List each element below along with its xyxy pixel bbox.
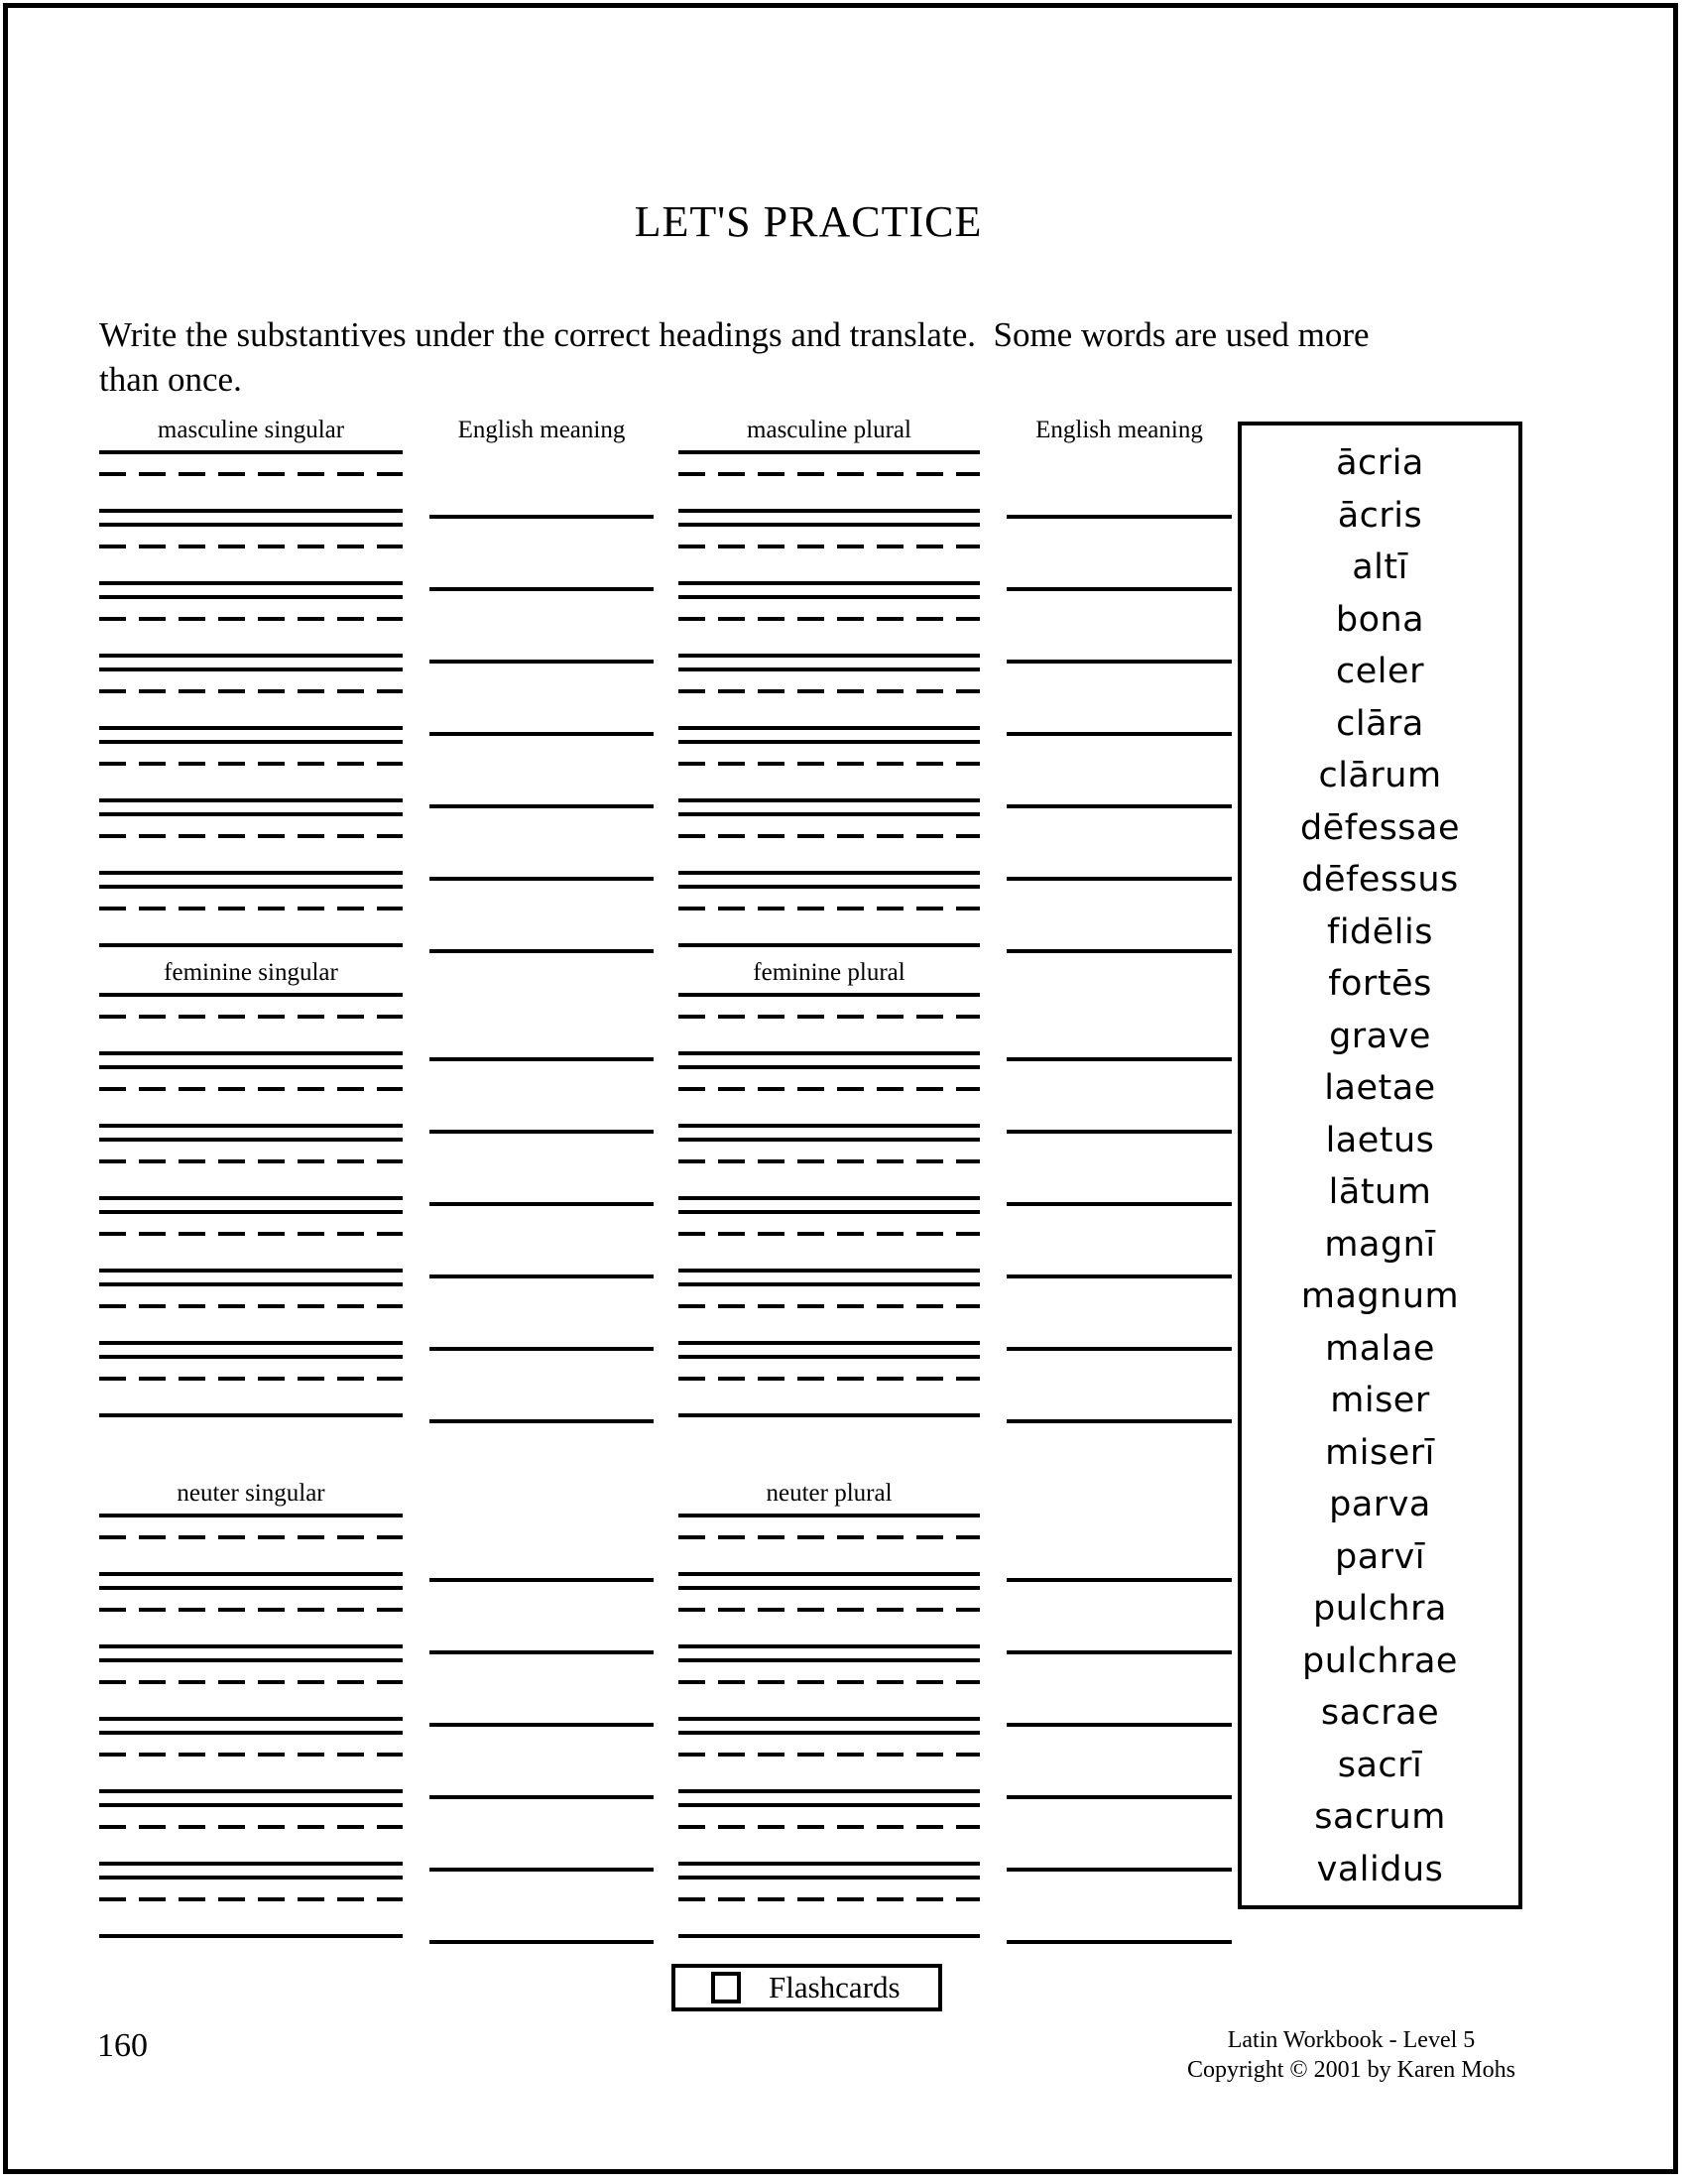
guide-baseline [678,1124,980,1128]
english-answer-line[interactable] [1007,949,1232,953]
latin-answer-slot[interactable] [678,1586,980,1648]
guide-midline-dashed [678,1159,980,1163]
english-answer-line[interactable] [1007,660,1232,664]
word-bank-item: clāra [1336,703,1424,744]
guide-top-line [678,1282,980,1286]
flashcards-checkbox[interactable] [711,1972,741,2003]
guide-baseline [678,1934,980,1938]
word-bank-item: fortēs [1328,964,1432,1004]
guide-baseline [99,581,403,585]
latin-answer-slot[interactable] [99,993,403,1055]
guide-top-line [678,1731,980,1735]
english-answer-line[interactable] [1007,1419,1232,1423]
latin-answer-slot[interactable] [678,667,980,730]
word-bank-item: lātum [1328,1172,1432,1212]
flashcards-label: Flashcards [769,1970,901,2004]
word-bank-item: ācria [1336,443,1424,483]
latin-answer-slot[interactable] [99,1065,403,1128]
latin-answer-slot[interactable] [99,885,403,947]
word-bank-item: laetae [1324,1068,1436,1108]
column-header-neuter-singular: neuter singular [177,1480,325,1507]
latin-answer-slot[interactable] [678,1282,980,1345]
guide-top-line [99,523,403,527]
guide-midline-dashed [678,689,980,693]
english-answer-line[interactable] [1007,1940,1232,1944]
guide-midline-dashed [678,1608,980,1612]
guide-top-line [678,450,980,454]
english-answer-line[interactable] [429,1650,654,1654]
english-answer-line[interactable] [429,660,654,664]
english-answer-line[interactable] [429,877,654,881]
guide-baseline [99,1413,403,1417]
latin-answer-slot[interactable] [99,667,403,730]
english-answer-line[interactable] [429,1057,654,1061]
guide-baseline [678,798,980,802]
latin-answer-slot[interactable] [678,1355,980,1417]
latin-answer-slot[interactable] [99,1355,403,1417]
guide-midline-dashed [678,1825,980,1829]
latin-answer-slot[interactable] [99,812,403,875]
guide-top-line [678,1138,980,1142]
guide-midline-dashed [99,1159,403,1163]
latin-answer-slot[interactable] [678,993,980,1055]
guide-top-line [678,1514,980,1517]
guide-midline-dashed [678,617,980,621]
page-number: 160 [97,2027,148,2064]
guide-midline-dashed [99,907,403,910]
guide-midline-dashed [99,1535,403,1539]
guide-baseline [99,1934,403,1938]
word-bank-item: parva [1329,1485,1431,1524]
latin-answer-slot[interactable] [99,1138,403,1200]
guide-top-line [99,1876,403,1880]
latin-answer-slot[interactable] [99,450,403,513]
guide-top-line [99,1138,403,1142]
guide-top-line [678,1210,980,1214]
guide-baseline [99,1269,403,1273]
english-answer-line[interactable] [1007,1057,1232,1061]
guide-top-line [99,1658,403,1662]
english-answer-line[interactable] [1007,587,1232,591]
guide-top-line [99,812,403,816]
column-header-masculine-singular: masculine singular [157,417,345,443]
guide-midline-dashed [678,907,980,910]
guide-midline-dashed [678,1232,980,1236]
guide-midline-dashed [99,689,403,693]
guide-top-line [678,1355,980,1359]
guide-baseline [99,1789,403,1793]
guide-baseline [678,1051,980,1055]
guide-top-line [678,1803,980,1807]
guide-midline-dashed [99,1897,403,1901]
footer-book-title: Latin Workbook - Level 5 [1227,2027,1476,2053]
page-title: LET'S PRACTICE [634,197,983,246]
guide-top-line [99,740,403,744]
guide-midline-dashed [678,762,980,766]
guide-midline-dashed [678,1897,980,1901]
flashcards-box [671,1964,942,2011]
english-answer-line[interactable] [429,1347,654,1351]
latin-answer-slot[interactable] [678,450,980,513]
english-answer-line[interactable] [429,1795,654,1799]
latin-answer-slot[interactable] [678,1514,980,1576]
guide-top-line [678,885,980,889]
guide-top-line [99,1803,403,1807]
english-answer-line[interactable] [429,1940,654,1944]
word-bank-item: grave [1329,1016,1431,1056]
guide-midline-dashed [99,617,403,621]
english-answer-line[interactable] [1007,877,1232,881]
guide-midline-dashed [99,1232,403,1236]
english-answer-line[interactable] [1007,1274,1232,1278]
guide-midline-dashed [678,1015,980,1019]
guide-top-line [678,993,980,997]
word-bank-item: validus [1316,1849,1444,1889]
guide-baseline [678,1196,980,1200]
latin-answer-slot[interactable] [678,595,980,658]
latin-answer-slot[interactable] [678,740,980,802]
guide-top-line [99,595,403,599]
word-bank-item: miser [1330,1381,1430,1420]
word-bank-item: pulchra [1313,1589,1447,1629]
footer-copyright: Copyright © 2001 by Karen Mohs [1187,2057,1515,2083]
latin-answer-slot[interactable] [678,885,980,947]
english-answer-line[interactable] [429,1274,654,1278]
guide-midline-dashed [99,1608,403,1612]
latin-answer-slot[interactable] [99,1282,403,1345]
guide-top-line [99,1731,403,1735]
guide-baseline [678,1789,980,1793]
latin-answer-slot[interactable] [678,1658,980,1721]
latin-answer-slot[interactable] [99,1514,403,1576]
guide-baseline [99,1644,403,1648]
guide-midline-dashed [99,472,403,476]
latin-answer-slot[interactable] [99,1803,403,1866]
english-answer-line[interactable] [1007,1795,1232,1799]
guide-baseline [678,1862,980,1866]
guide-baseline [678,1644,980,1648]
guide-baseline [99,1717,403,1721]
guide-top-line [99,667,403,671]
english-answer-line[interactable] [429,732,654,736]
guide-midline-dashed [99,545,403,548]
word-bank-item: clārum [1318,756,1442,795]
word-bank-item: dēfessae [1299,807,1461,848]
guide-baseline [678,871,980,875]
guide-top-line [99,1065,403,1069]
guide-baseline [99,943,403,947]
guide-midline-dashed [678,472,980,476]
english-answer-line[interactable] [429,587,654,591]
word-bank-item: laetus [1325,1120,1435,1160]
guide-baseline [678,726,980,730]
word-bank-item: magnum [1300,1276,1460,1316]
latin-answer-slot[interactable] [678,1803,980,1866]
guide-baseline [99,1572,403,1576]
guide-top-line [678,1065,980,1069]
word-bank-box [1238,422,1522,1909]
guide-baseline [678,509,980,513]
latin-answer-slot[interactable] [99,1876,403,1938]
guide-top-line [99,1514,403,1517]
latin-answer-slot[interactable] [678,1210,980,1273]
instructions-line-2: than once. [99,360,242,399]
guide-midline-dashed [99,1304,403,1308]
english-answer-line[interactable] [429,1130,654,1134]
word-bank-item: pulchrae [1302,1640,1458,1681]
guide-midline-dashed [99,1680,403,1684]
guide-midline-dashed [99,1377,403,1381]
english-answer-line[interactable] [1007,1868,1232,1872]
guide-baseline [99,1196,403,1200]
latin-answer-slot[interactable] [678,812,980,875]
guide-baseline [678,581,980,585]
guide-midline-dashed [678,1680,980,1684]
word-bank-item: fidēlis [1327,911,1433,952]
latin-answer-slot[interactable] [678,1065,980,1128]
word-bank-item: sacrum [1314,1797,1446,1837]
column-header-english-meaning: English meaning [1035,417,1203,443]
latin-answer-slot[interactable] [99,740,403,802]
guide-top-line [678,812,980,816]
guide-top-line [99,1586,403,1590]
word-bank-item: celer [1336,652,1424,691]
latin-answer-slot[interactable] [99,595,403,658]
latin-answer-slot[interactable] [99,1658,403,1721]
word-bank-item: dēfessus [1301,860,1459,900]
word-bank-item: altī [1352,547,1408,587]
guide-top-line [678,1876,980,1880]
word-bank-item: sacrī [1337,1745,1423,1785]
column-header-feminine-singular: feminine singular [164,959,338,986]
english-answer-line[interactable] [1007,1578,1232,1582]
latin-answer-slot[interactable] [678,523,980,585]
guide-baseline [99,798,403,802]
guide-baseline [678,1717,980,1721]
english-answer-line[interactable] [429,1419,654,1423]
guide-baseline [99,1341,403,1345]
word-bank-item: magnī [1324,1224,1436,1265]
english-answer-line[interactable] [1007,804,1232,808]
english-answer-line[interactable] [1007,1650,1232,1654]
guide-baseline [99,1051,403,1055]
guide-top-line [678,595,980,599]
guide-baseline [678,1413,980,1417]
guide-midline-dashed [99,1753,403,1757]
guide-baseline [99,654,403,658]
guide-midline-dashed [99,762,403,766]
guide-baseline [99,1862,403,1866]
word-bank-item: bona [1335,599,1425,640]
guide-baseline [99,726,403,730]
english-answer-line[interactable] [429,949,654,953]
guide-top-line [99,1282,403,1286]
english-answer-line[interactable] [429,1202,654,1206]
guide-midline-dashed [678,834,980,838]
guide-top-line [678,1658,980,1662]
guide-top-line [99,993,403,997]
english-answer-line[interactable] [429,804,654,808]
word-bank-item: sacrae [1320,1693,1440,1733]
word-bank-item: malae [1325,1328,1435,1369]
english-answer-line[interactable] [1007,1130,1232,1134]
guide-baseline [99,1124,403,1128]
guide-midline-dashed [678,1304,980,1308]
column-header-english-meaning: English meaning [457,417,626,443]
word-bank-item: ācris [1337,495,1423,536]
guide-midline-dashed [99,1087,403,1091]
guide-baseline [678,1341,980,1345]
english-answer-line[interactable] [1007,1723,1232,1727]
english-answer-line[interactable] [1007,515,1232,519]
guide-baseline [99,509,403,513]
latin-answer-slot[interactable] [678,1138,980,1200]
latin-answer-slot[interactable] [99,1731,403,1793]
english-answer-line[interactable] [429,1578,654,1582]
english-answer-line[interactable] [429,515,654,519]
english-answer-line[interactable] [1007,1202,1232,1206]
guide-top-line [99,1210,403,1214]
instructions-line-1: Write the substantives under the correct headings and translate. Some words are used more [99,315,1370,354]
guide-midline-dashed [678,1535,980,1539]
word-bank-item: miserī [1325,1432,1435,1473]
latin-answer-slot[interactable] [678,1731,980,1793]
guide-top-line [678,1586,980,1590]
guide-midline-dashed [678,1087,980,1091]
latin-answer-slot[interactable] [99,1210,403,1273]
guide-top-line [99,885,403,889]
guide-top-line [99,1355,403,1359]
word-bank-item: parvī [1335,1536,1425,1577]
english-answer-line[interactable] [1007,1347,1232,1351]
english-answer-line[interactable] [429,1868,654,1872]
guide-midline-dashed [99,1825,403,1829]
guide-midline-dashed [99,834,403,838]
guide-top-line [99,450,403,454]
guide-baseline [678,1572,980,1576]
guide-baseline [99,871,403,875]
latin-answer-slot[interactable] [678,1876,980,1938]
latin-answer-slot[interactable] [99,1586,403,1648]
guide-top-line [678,740,980,744]
column-header-neuter-plural: neuter plural [766,1480,893,1507]
guide-baseline [678,1269,980,1273]
english-answer-line[interactable] [429,1723,654,1727]
guide-baseline [678,943,980,947]
guide-top-line [678,667,980,671]
guide-midline-dashed [678,1377,980,1381]
footer [1170,2025,1532,2085]
guide-top-line [678,523,980,527]
column-header-feminine-plural: feminine plural [753,959,905,986]
guide-midline-dashed [678,545,980,548]
latin-answer-slot[interactable] [99,523,403,585]
column-header-masculine-plural: masculine plural [747,417,911,443]
guide-midline-dashed [99,1015,403,1019]
guide-midline-dashed [678,1753,980,1757]
english-answer-line[interactable] [1007,732,1232,736]
guide-baseline [678,654,980,658]
